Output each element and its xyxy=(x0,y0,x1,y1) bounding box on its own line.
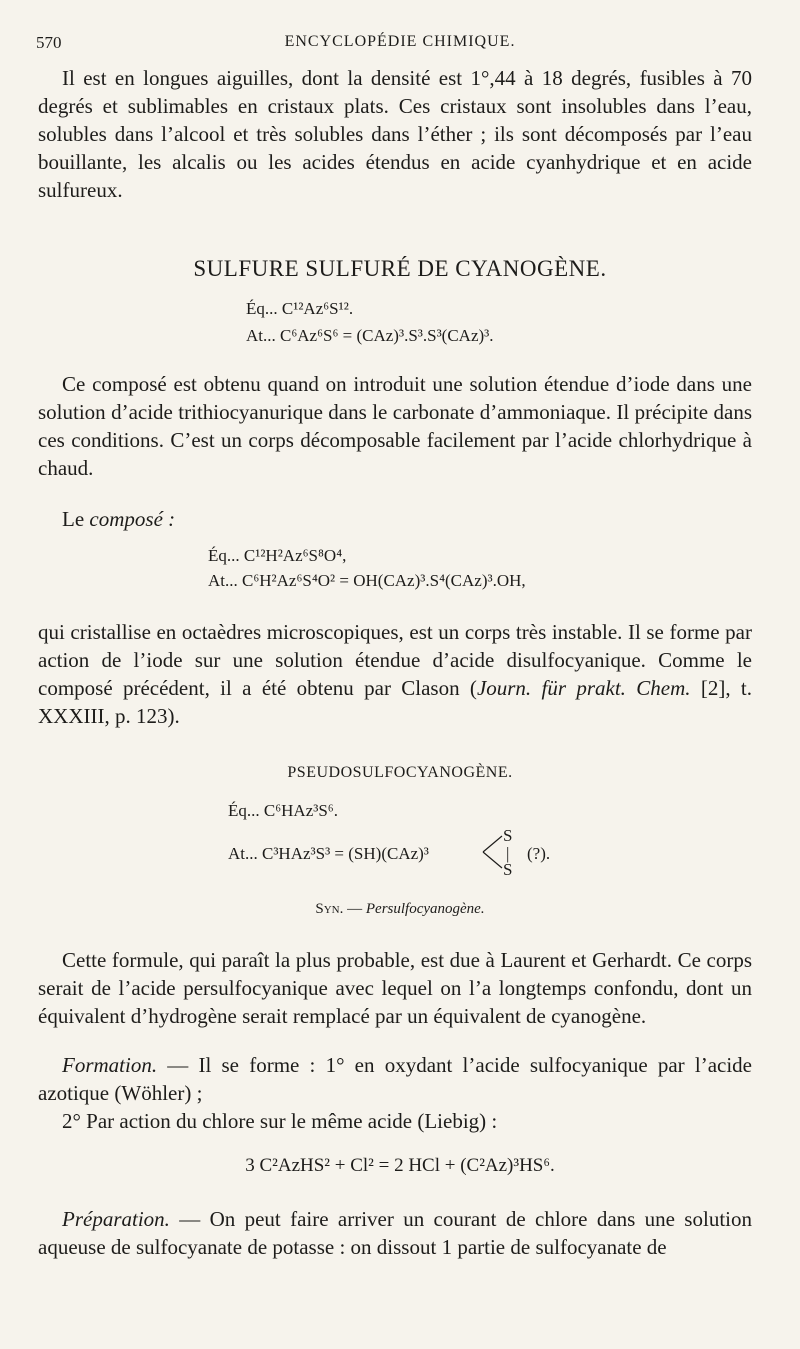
preparation-text: — On peut faire arriver un courant de chlore dans une solution aqueuse de sulfocyanate de potasse : on dissout 1 partie de sulfocyanate de xyxy=(38,1207,752,1259)
paragraph-2: Ce composé est obtenu quand on introduit une solution étendue d’iode dans une solution d’acide trithiocyanurique dans le carbonate d’ammoniaque. Il précipite dans ces conditions. C’est un corps décomposable facilement par l’acide chlorhydrique à chaud. xyxy=(38,372,752,480)
page-number: 570 xyxy=(36,33,62,52)
section-title-pseudo: PSEUDOSULFOCYANOGÈNE. xyxy=(287,764,513,781)
formula-at-pseudo: At... C³HAz³S³ = (SH)(CAz)³ xyxy=(228,844,429,863)
paragraph-3-journal: Journ. für prakt. Chem. xyxy=(476,676,691,700)
paragraph-4-block xyxy=(38,946,752,1030)
paragraph-3 xyxy=(38,618,752,730)
synonym-label: Syn. — xyxy=(315,901,366,917)
paragraph-2-block xyxy=(38,370,752,482)
paragraph-3-text-a: qui cristallise en octaèdres microscopiques, est un corps très instable. Il se forme par action de l’iode sur une solution étendue d’acide disulfocyanique. Comme le composé précédent, il a été obtenu par Clason ( xyxy=(38,620,752,700)
paragraph-1-block xyxy=(38,64,752,204)
paragraph-3-block xyxy=(38,618,752,730)
paragraph-3-text-b: [2], t. XXXIII, p. 123). xyxy=(38,676,752,728)
synonym-term: Persulfocyanogène. xyxy=(365,901,485,917)
compose-lead-block xyxy=(38,505,752,533)
formula-at-sulfure: At... C⁶Az⁶S⁶ = (CAz)³.S³.S³(CAz)³. xyxy=(246,326,494,345)
sulfur-top: S xyxy=(503,826,513,845)
compose-lead xyxy=(38,505,752,533)
preparation-block xyxy=(38,1205,752,1261)
compose-lead-text: Le xyxy=(62,507,90,531)
formation-label: Formation. xyxy=(62,1053,158,1077)
running-title: ENCYCLOPÉDIE CHIMIQUE. xyxy=(284,33,516,50)
formula-eq-sulfure: Éq... C¹²Az⁶S¹². xyxy=(246,299,354,318)
formation-text-1: — Il se forme : 1° en oxydant l’acide sulfocyanique par l’acide azotique (Wöhler) ; xyxy=(38,1053,752,1105)
preparation-label: Préparation. xyxy=(62,1207,170,1231)
formation-block xyxy=(38,1051,752,1135)
sulfur-bond-bar: | xyxy=(506,844,510,863)
preparation-paragraph xyxy=(38,1205,752,1261)
section-title-sulfure: SULFURE SULFURÉ DE CYANOGÈNE. xyxy=(193,256,607,281)
paragraph-4: Cette formule, qui paraît la plus probable, est due à Laurent et Gerhardt. Ce corps serait de l’acide persulfocyanique avec lequel on l’a longtemps confondu, dont un équivalent d’hydrogène serait remplacé par un équivalent de cyanogène. xyxy=(38,948,752,1028)
formation-equation: 3 C²AzHS² + Cl² = 2 HCl + (C²Az)³HS⁶. xyxy=(245,1155,555,1176)
uncertainty-mark: (?). xyxy=(527,844,551,863)
paragraph-1: Il est en longues aiguilles, dont la densité est 1°,44 à 18 degrés, fusibles à 70 degrés et sublimables en cristaux plats. Ces cristaux sont insolubles dans l’eau, solubles dans l’alcool et très solubles dans l’éther ; ils sont décomposés par l’eau bouillante, les alcalis ou les acides étendus en acide cyanhydrique et en acide sulfureux. xyxy=(38,66,752,202)
page-header xyxy=(36,33,764,55)
formation-paragraph xyxy=(38,1051,752,1107)
sulfur-bottom: S xyxy=(503,860,513,879)
synonym-line xyxy=(0,901,800,918)
formula-eq-compose: Éq... C¹²H²Az⁶S⁸O⁴, xyxy=(208,546,347,565)
compose-lead-em: composé : xyxy=(89,507,176,531)
formula-eq-pseudo: Éq... C⁶HAz³S⁶. xyxy=(228,801,338,820)
formation-paragraph-2: 2° Par action du chlore sur le même acide (Liebig) : xyxy=(62,1109,498,1133)
formula-at-compose: At... C⁶H²Az⁶S⁴O² = OH(CAz)³.S⁴(CAz)³.OH, xyxy=(208,571,526,590)
sulfur-bond-diagram xyxy=(480,828,520,876)
